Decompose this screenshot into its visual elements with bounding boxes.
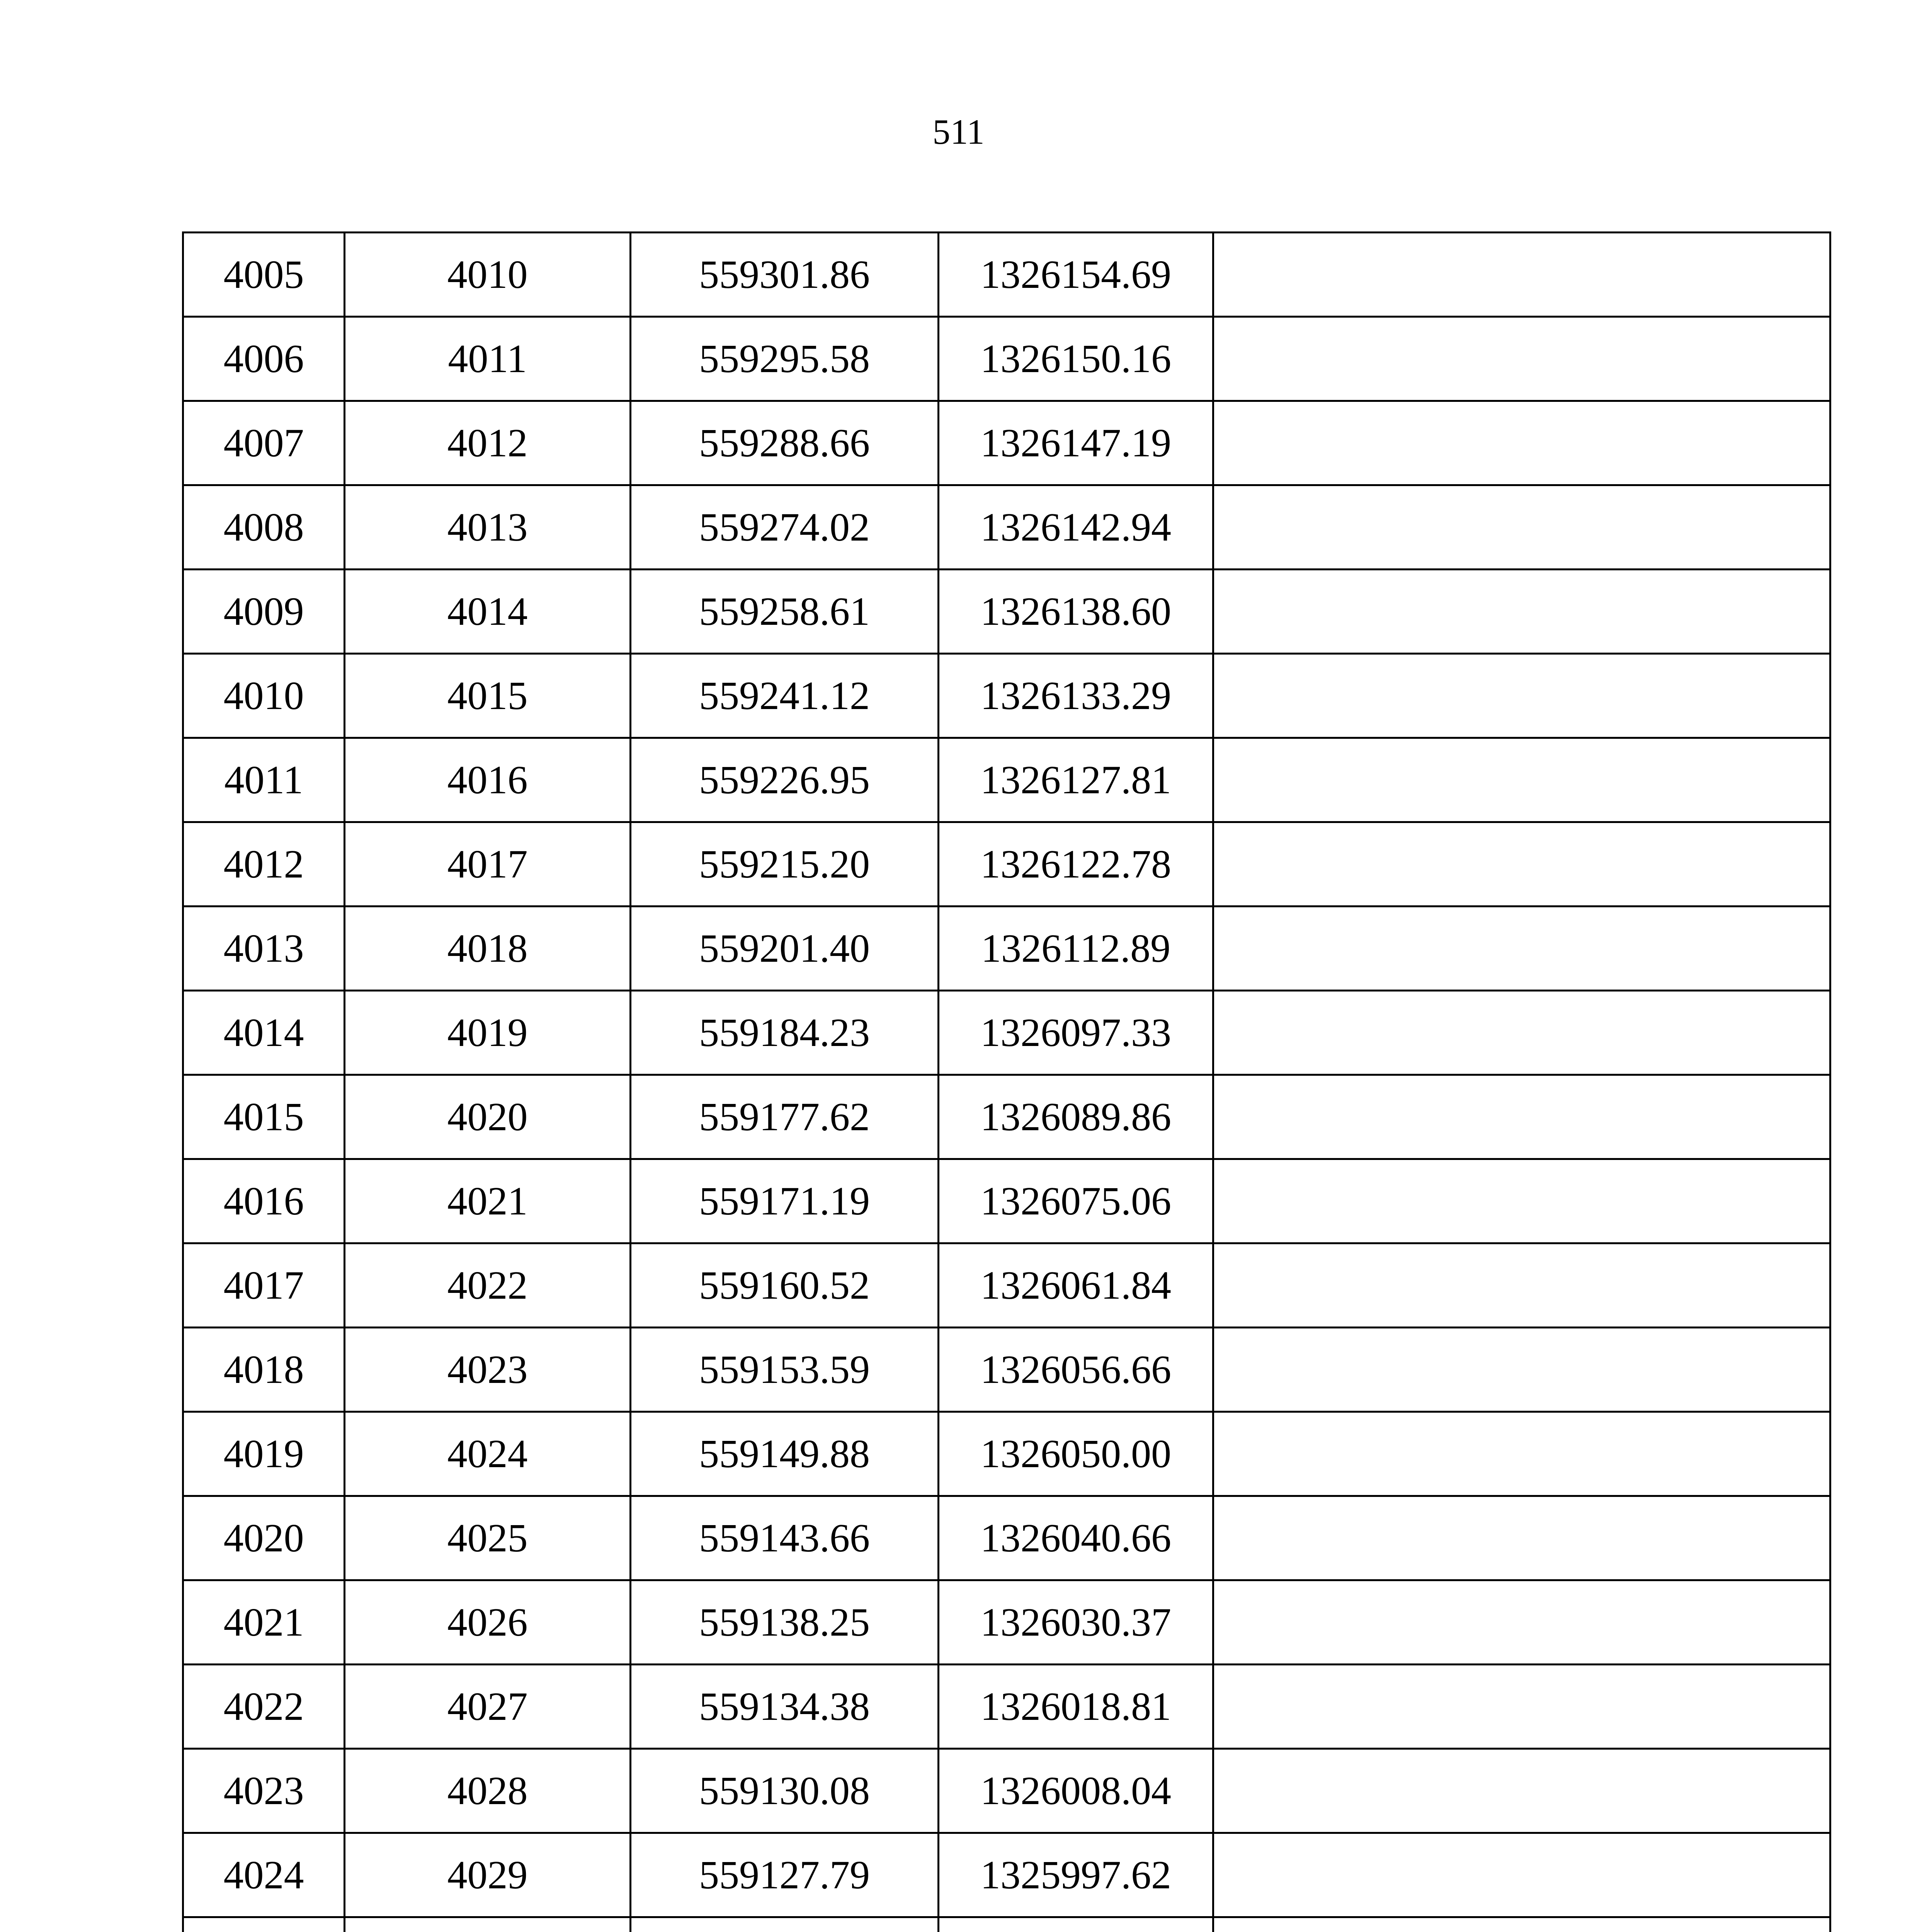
cell-remarks <box>1213 822 1830 906</box>
table-row <box>183 317 1830 401</box>
cell-from-point: 4023 <box>183 1749 345 1833</box>
cell-to-point: 4026 <box>345 1580 631 1665</box>
table-row <box>183 991 1830 1075</box>
cell-y-coordinate: 1326154.69 <box>939 233 1213 317</box>
cell-from-point: 4005 <box>183 233 345 317</box>
table-row <box>183 1159 1830 1243</box>
table-row <box>183 1496 1830 1580</box>
cell-y-coordinate: 1326008.04 <box>939 1749 1213 1833</box>
cell-remarks <box>1213 1159 1830 1243</box>
cell-y-coordinate: 1326089.86 <box>939 1075 1213 1159</box>
cell-remarks <box>1213 1496 1830 1580</box>
cell-x-coordinate: 559241.12 <box>631 654 939 738</box>
cell-remarks <box>1213 570 1830 654</box>
table-row <box>183 485 1830 570</box>
cell-remarks <box>1213 906 1830 991</box>
table-row <box>183 1412 1830 1496</box>
cell-from-point: 4022 <box>183 1665 345 1749</box>
cell-y-coordinate: 1326050.00 <box>939 1412 1213 1496</box>
table-row <box>183 1075 1830 1159</box>
cell-from-point: 4010 <box>183 654 345 738</box>
cell-remarks <box>1213 1580 1830 1665</box>
cell-remarks <box>1213 991 1830 1075</box>
cell-remarks <box>1213 1665 1830 1749</box>
cell-remarks <box>1213 654 1830 738</box>
cell-y-coordinate: 1326142.94 <box>939 485 1213 570</box>
cell-to-point: 4012 <box>345 401 631 485</box>
cell-y-coordinate: 1326061.84 <box>939 1243 1213 1328</box>
cell-x-coordinate: 559138.25 <box>631 1580 939 1665</box>
cell-x-coordinate: 559215.20 <box>631 822 939 906</box>
cell-x-coordinate: 559153.59 <box>631 1328 939 1412</box>
cell-from-point: 4021 <box>183 1580 345 1665</box>
cell-from-point: 4006 <box>183 317 345 401</box>
cell-y-coordinate: 1326150.16 <box>939 317 1213 401</box>
cell-to-point: 4021 <box>345 1159 631 1243</box>
cell-to-point: 4020 <box>345 1075 631 1159</box>
cell-to-point: 4024 <box>345 1412 631 1496</box>
cell-y-coordinate: 1326122.78 <box>939 822 1213 906</box>
cell-x-coordinate: 559177.62 <box>631 1075 939 1159</box>
cell-remarks <box>1213 1917 1830 1932</box>
cell-x-coordinate: 559127.79 <box>631 1833 939 1917</box>
cell-from-point: 4019 <box>183 1412 345 1496</box>
cell-to-point: 4019 <box>345 991 631 1075</box>
page-number: 511 <box>932 112 985 151</box>
cell-y-coordinate: 1326138.60 <box>939 570 1213 654</box>
cell-to-point: 4014 <box>345 570 631 654</box>
cell-y-coordinate: 1325997.62 <box>939 1833 1213 1917</box>
table-row <box>183 401 1830 485</box>
cell-x-coordinate: 559201.40 <box>631 906 939 991</box>
cell-y-coordinate: 1326112.89 <box>939 906 1213 991</box>
cell-to-point: 4011 <box>345 317 631 401</box>
cell-x-coordinate: 559149.88 <box>631 1412 939 1496</box>
cell-from-point: 4014 <box>183 991 345 1075</box>
cell-x-coordinate: 559295.58 <box>631 317 939 401</box>
cell-x-coordinate: 559143.66 <box>631 1496 939 1580</box>
table-row <box>183 906 1830 991</box>
cell-from-point: 4012 <box>183 822 345 906</box>
cell-from-point: 4020 <box>183 1496 345 1580</box>
cell-to-point: 4025 <box>345 1496 631 1580</box>
table-row <box>183 1833 1830 1917</box>
table-row <box>183 1749 1830 1833</box>
cell-to-point: 4029 <box>345 1833 631 1917</box>
cell-x-coordinate: 559226.95 <box>631 738 939 822</box>
cell-y-coordinate: 1326147.19 <box>939 401 1213 485</box>
cell-remarks <box>1213 401 1830 485</box>
cell-from-point: 4011 <box>183 738 345 822</box>
cell-to-point: 4017 <box>345 822 631 906</box>
cell-remarks <box>1213 233 1830 317</box>
table-row <box>183 1665 1830 1749</box>
cell-remarks <box>1213 738 1830 822</box>
coordinate-table <box>182 231 1831 1932</box>
cell-remarks <box>1213 1328 1830 1412</box>
cell-y-coordinate: 1326040.66 <box>939 1496 1213 1580</box>
cell-y-coordinate: 1326075.06 <box>939 1159 1213 1243</box>
cell-from-point: 4018 <box>183 1328 345 1412</box>
cell-remarks <box>1213 1833 1830 1917</box>
cell-y-coordinate: 1326127.81 <box>939 738 1213 822</box>
table-row <box>183 1580 1830 1665</box>
cell-remarks <box>1213 317 1830 401</box>
cell-y-coordinate: 1326018.81 <box>939 1665 1213 1749</box>
cell-to-point: 4016 <box>345 738 631 822</box>
cell-x-coordinate: 559160.52 <box>631 1243 939 1328</box>
cell-x-coordinate <box>631 1917 939 1932</box>
cell-from-point: 4008 <box>183 485 345 570</box>
cell-from-point: 4015 <box>183 1075 345 1159</box>
cell-x-coordinate: 559288.66 <box>631 401 939 485</box>
cell-remarks <box>1213 1749 1830 1833</box>
table-row <box>183 654 1830 738</box>
table-body <box>183 233 1830 1932</box>
cell-x-coordinate: 559171.19 <box>631 1159 939 1243</box>
cell-x-coordinate: 559274.02 <box>631 485 939 570</box>
cell-from-point: 4024 <box>183 1833 345 1917</box>
table-row <box>183 1917 1830 1932</box>
cell-from-point: 4017 <box>183 1243 345 1328</box>
cell-x-coordinate: 559184.23 <box>631 991 939 1075</box>
cell-y-coordinate: 1326133.29 <box>939 654 1213 738</box>
cell-x-coordinate: 559301.86 <box>631 233 939 317</box>
cell-y-coordinate: 1326056.66 <box>939 1328 1213 1412</box>
table-row <box>183 1328 1830 1412</box>
cell-x-coordinate: 559258.61 <box>631 570 939 654</box>
cell-y-coordinate: 1326030.37 <box>939 1580 1213 1665</box>
table-row <box>183 822 1830 906</box>
cell-remarks <box>1213 1412 1830 1496</box>
table-row <box>183 570 1830 654</box>
cell-from-point <box>183 1917 345 1932</box>
cell-to-point: 4013 <box>345 485 631 570</box>
table-row <box>183 233 1830 317</box>
cell-to-point: 4023 <box>345 1328 631 1412</box>
cell-to-point: 4022 <box>345 1243 631 1328</box>
cell-from-point: 4009 <box>183 570 345 654</box>
cell-to-point: 4027 <box>345 1665 631 1749</box>
table-row <box>183 738 1830 822</box>
cell-remarks <box>1213 1243 1830 1328</box>
cell-to-point: 4015 <box>345 654 631 738</box>
cell-y-coordinate <box>939 1917 1213 1932</box>
cell-to-point: 4010 <box>345 233 631 317</box>
cell-to-point <box>345 1917 631 1932</box>
cell-y-coordinate: 1326097.33 <box>939 991 1213 1075</box>
cell-from-point: 4013 <box>183 906 345 991</box>
cell-remarks <box>1213 485 1830 570</box>
table-row <box>183 1243 1830 1328</box>
cell-from-point: 4016 <box>183 1159 345 1243</box>
cell-x-coordinate: 559130.08 <box>631 1749 939 1833</box>
cell-from-point: 4007 <box>183 401 345 485</box>
cell-to-point: 4028 <box>345 1749 631 1833</box>
cell-to-point: 4018 <box>345 906 631 991</box>
cell-remarks <box>1213 1075 1830 1159</box>
cell-x-coordinate: 559134.38 <box>631 1665 939 1749</box>
